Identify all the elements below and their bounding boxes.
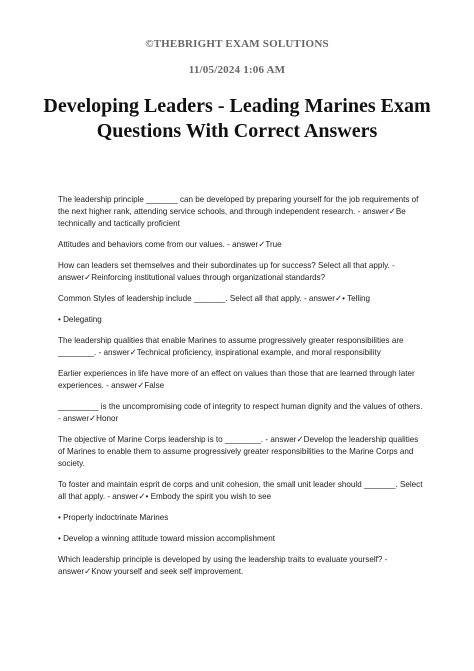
checkmark-icon: ✓ — [388, 207, 396, 217]
qa-item — [58, 293, 426, 305]
answer-prefix: - answer — [103, 381, 138, 390]
question-text: The objective of Marine Corps leadership is to ________. — [58, 435, 264, 444]
answer-text: False — [144, 381, 165, 390]
question-text: The leadership qualities that enable Marines to assume progressively greater responsibilities are ________. — [58, 336, 404, 357]
question-text: Earlier experiences in life have more of an effect on values than those that are learned through later experiences. — [58, 369, 415, 390]
qa-list — [58, 194, 426, 587]
checkmark-icon: ✓ — [296, 435, 304, 445]
bullet-text: • Develop a winning attitude toward mission accomplishment — [58, 534, 275, 543]
qa-item — [58, 554, 426, 578]
qa-item — [58, 239, 426, 251]
question-text: The leadership principle _______ can be developed by preparing yourself for the job requirements of the next higher rank, attending service schools, and through independent research. — [58, 195, 419, 216]
question-text: Common Styles of leadership include _______. Select all that apply. — [58, 294, 302, 303]
checkmark-icon: ✓ — [84, 567, 92, 577]
qa-item — [58, 401, 426, 425]
qa-item — [58, 368, 426, 392]
question-text: How can leaders set themselves and their subordinates up for success? Select all that apply. — [58, 261, 390, 270]
checkmark-icon: ✓ — [84, 273, 92, 283]
timestamp: 11/05/2024 1:06 AM — [188, 64, 286, 76]
answer-text: Reinforcing institutional values through organizational standards? — [91, 273, 326, 282]
bullet-text: • Delegating — [58, 315, 102, 324]
qa-item — [58, 260, 426, 284]
checkmark-icon: ✓ — [129, 348, 137, 358]
checkmark-icon: ✓ — [258, 240, 266, 250]
answer-text: Technical proficiency, inspirational example, and moral responsibility — [136, 348, 381, 357]
bullet-text: • Properly indoctrinate Marines — [58, 513, 169, 522]
answer-text: Develop the leadership qualities of Marines to enable them to assume progressively greater responsibilities to the Marine Corps and society. — [58, 435, 419, 468]
copyright-line: ©THEBRIGHT EXAM SOLUTIONS — [145, 38, 329, 50]
qa-item — [58, 314, 426, 326]
answer-prefix: - answer — [96, 348, 130, 357]
answer-text: • Telling — [342, 294, 371, 303]
answer-prefix: - answer — [224, 240, 259, 249]
question-text: _________ is the uncompromising code of integrity to respect human dignity and the values of others. — [58, 402, 423, 411]
answer-text: Honor — [96, 414, 119, 423]
qa-item — [58, 194, 426, 230]
answer-text: Be technically and tactically proficient — [58, 207, 406, 228]
qa-item — [58, 533, 426, 545]
answer-prefix: - answer — [58, 414, 90, 423]
answer-text: • Embody the spirit you wish to see — [145, 492, 272, 501]
answer-prefix: - answer — [355, 207, 389, 216]
qa-item — [58, 335, 426, 359]
checkmark-icon: ✓ — [137, 381, 145, 391]
answer-prefix: - answer — [58, 261, 395, 282]
qa-item — [58, 434, 426, 470]
question-text: Which leadership principle is developed by using the leadership traits to evaluate yourself? — [58, 555, 383, 564]
checkmark-icon: ✓ — [138, 492, 146, 502]
answer-prefix: - answer — [263, 435, 297, 444]
qa-item — [58, 512, 426, 524]
answer-text: True — [265, 240, 282, 249]
answer-prefix: - answer — [105, 492, 139, 501]
checkmark-icon: ✓ — [89, 414, 97, 424]
checkmark-icon: ✓ — [335, 294, 343, 304]
document-title: Developing Leaders - Leading Marines Exam Questions With Correct Answers — [43, 95, 431, 142]
answer-prefix: - answer — [301, 294, 336, 303]
answer-text: Know yourself and seek self improvement. — [91, 567, 244, 576]
question-text: Attitudes and behaviors come from our values. — [58, 240, 225, 249]
qa-item — [58, 479, 426, 503]
question-text: To foster and maintain esprit de corps and unit cohesion, the small unit leader should _______. Select all that apply. — [58, 480, 423, 501]
answer-prefix: - answer — [58, 555, 388, 576]
